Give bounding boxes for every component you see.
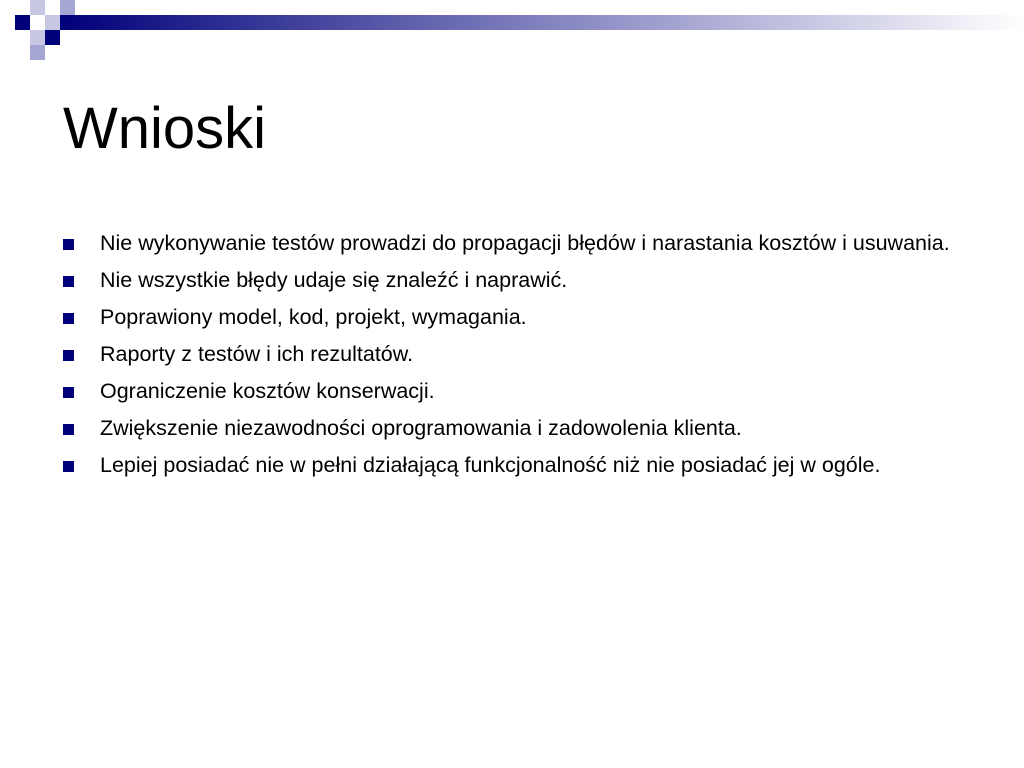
header-decoration-square: [15, 15, 30, 30]
header-decoration-square: [30, 45, 45, 60]
header-decoration-square: [45, 15, 60, 30]
bullet-list: [63, 228, 963, 487]
bullet-item: [63, 339, 963, 370]
header-decoration-square: [60, 0, 75, 15]
bullet-text: Nie wszystkie błędy udaje się znaleźć i naprawić.: [100, 268, 568, 292]
bullet-item: [63, 376, 963, 407]
square-bullet-icon: [63, 313, 74, 324]
header-decoration-square: [45, 30, 60, 45]
bullet-item: [63, 302, 963, 333]
bullet-text: Raporty z testów i ich rezultatów.: [100, 342, 414, 366]
slide-title: Wnioski: [63, 96, 267, 161]
square-bullet-icon: [63, 424, 74, 435]
bullet-text: Nie wykonywanie testów prowadzi do propagacji błędów i narastania kosztów i usuwania.: [100, 231, 950, 255]
square-bullet-icon: [63, 461, 74, 472]
bullet-item: [63, 413, 963, 444]
bullet-text: Zwiększenie niezawodności oprogramowania i zadowolenia klienta.: [100, 416, 742, 440]
bullet-item: [63, 265, 963, 296]
bullet-text: Lepiej posiadać nie w pełni działającą funkcjonalność niż nie posiadać jej w ogóle.: [100, 453, 881, 477]
bullet-text: Ograniczenie kosztów konserwacji.: [100, 379, 435, 403]
bullet-item: [63, 228, 963, 259]
square-bullet-icon: [63, 350, 74, 361]
bullet-item: [63, 450, 963, 481]
bullet-text: Poprawiony model, kod, projekt, wymagania.: [100, 305, 527, 329]
square-bullet-icon: [63, 239, 74, 250]
header-decoration-square: [30, 30, 45, 45]
header-gradient-bar: [60, 15, 1024, 30]
square-bullet-icon: [63, 387, 74, 398]
header-decoration-square: [30, 0, 45, 15]
square-bullet-icon: [63, 276, 74, 287]
